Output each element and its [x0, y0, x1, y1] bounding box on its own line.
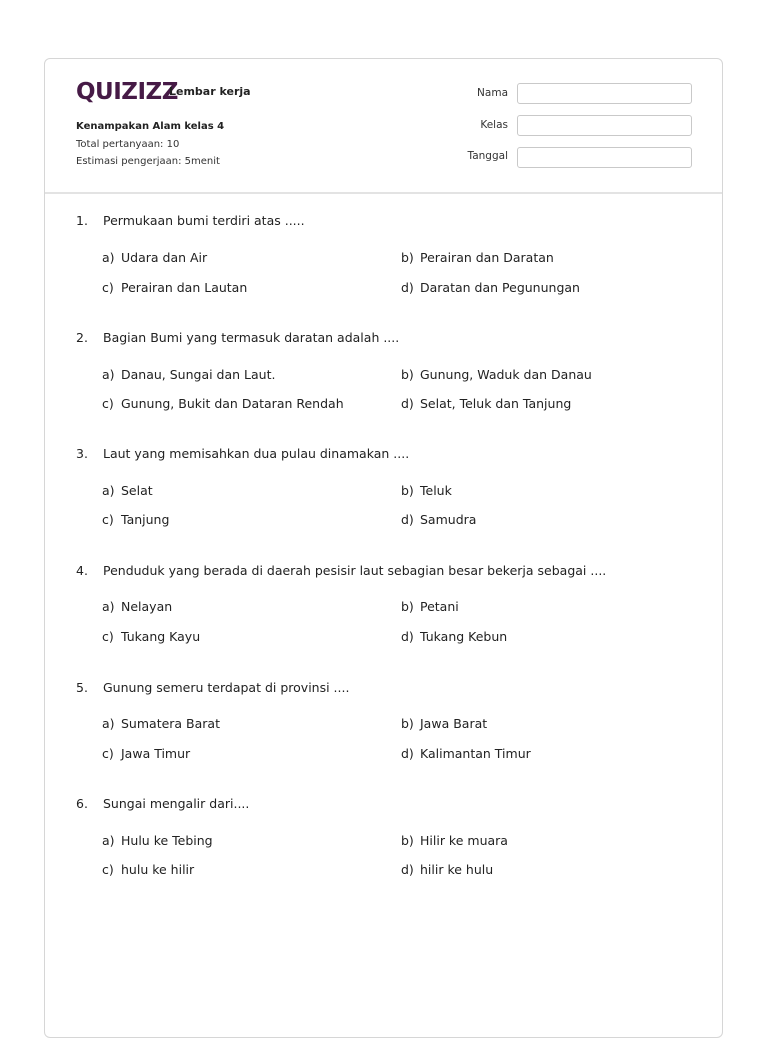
- option-letter: d): [401, 512, 414, 527]
- option-c[interactable]: [102, 746, 190, 761]
- option-text: Perairan dan Daratan: [420, 250, 554, 265]
- question-number: 6.: [76, 796, 88, 811]
- option-b[interactable]: [401, 716, 487, 731]
- option-d[interactable]: [401, 512, 476, 527]
- option-text: Nelayan: [121, 599, 173, 614]
- option-a[interactable]: [102, 250, 207, 265]
- option-b[interactable]: [401, 367, 592, 382]
- name-label: Nama: [477, 87, 508, 99]
- option-d[interactable]: [401, 746, 531, 761]
- option-text: Teluk: [420, 483, 452, 498]
- class-label: Kelas: [480, 119, 508, 131]
- option-a[interactable]: [102, 483, 153, 498]
- option-letter: b): [401, 599, 414, 614]
- estimated-time: Estimasi pengerjaan: 5menit: [76, 156, 220, 167]
- option-c[interactable]: [102, 862, 194, 877]
- date-label: Tanggal: [467, 150, 508, 162]
- option-letter: c): [102, 862, 114, 877]
- option-letter: b): [401, 483, 414, 498]
- question-text: Penduduk yang berada di daerah pesisir laut sebagian besar bekerja sebagai ....: [103, 563, 607, 578]
- option-b[interactable]: [401, 250, 554, 265]
- option-text: Jawa Timur: [121, 746, 191, 761]
- option-letter: d): [401, 629, 414, 644]
- question-number: 3.: [76, 446, 88, 461]
- option-d[interactable]: [401, 629, 507, 644]
- option-c[interactable]: [102, 280, 247, 295]
- option-letter: a): [102, 483, 115, 498]
- question-text: Bagian Bumi yang termasuk daratan adalah ....: [103, 330, 400, 345]
- option-letter: d): [401, 280, 414, 295]
- class-field[interactable]: [517, 115, 692, 136]
- question-text: Gunung semeru terdapat di provinsi ....: [103, 680, 350, 695]
- total-questions: Total pertanyaan: 10: [76, 139, 180, 150]
- option-letter: b): [401, 833, 414, 848]
- option-text: Daratan dan Pegunungan: [420, 280, 580, 295]
- option-text: Petani: [420, 599, 459, 614]
- option-letter: c): [102, 512, 114, 527]
- option-text: Kalimantan Timur: [420, 746, 531, 761]
- question-text: Laut yang memisahkan dua pulau dinamakan ....: [103, 446, 410, 461]
- name-field[interactable]: [517, 83, 692, 104]
- option-text: Gunung, Waduk dan Danau: [420, 367, 592, 382]
- option-letter: d): [401, 746, 414, 761]
- option-d[interactable]: [401, 396, 571, 411]
- option-text: Hilir ke muara: [420, 833, 508, 848]
- option-text: Udara dan Air: [121, 250, 208, 265]
- sheet-type-label: Lembar kerja: [169, 85, 251, 98]
- option-text: Sumatera Barat: [121, 716, 220, 731]
- option-b[interactable]: [401, 483, 452, 498]
- option-text: Danau, Sungai dan Laut.: [121, 367, 276, 382]
- question-text: Sungai mengalir dari....: [103, 796, 250, 811]
- option-d[interactable]: [401, 862, 493, 877]
- option-letter: b): [401, 250, 414, 265]
- worksheet-title: Kenampakan Alam kelas 4: [76, 121, 225, 132]
- option-text: Hulu ke Tebing: [121, 833, 213, 848]
- option-letter: b): [401, 716, 414, 731]
- option-b[interactable]: [401, 833, 508, 848]
- option-text: hilir ke hulu: [420, 862, 494, 877]
- option-d[interactable]: [401, 280, 580, 295]
- option-letter: c): [102, 280, 114, 295]
- worksheet: [44, 58, 723, 1038]
- option-text: Selat, Teluk dan Tanjung: [420, 396, 572, 411]
- option-letter: a): [102, 833, 115, 848]
- question-number: 5.: [76, 680, 88, 695]
- option-letter: d): [401, 862, 414, 877]
- option-text: hulu ke hilir: [121, 862, 195, 877]
- option-c[interactable]: [102, 629, 200, 644]
- option-letter: d): [401, 396, 414, 411]
- option-b[interactable]: [401, 599, 459, 614]
- option-letter: b): [401, 367, 414, 382]
- option-text: Tukang Kayu: [121, 629, 201, 644]
- option-text: Tukang Kebun: [420, 629, 508, 644]
- question-number: 2.: [76, 330, 88, 345]
- worksheet-header: [45, 59, 722, 194]
- option-letter: c): [102, 746, 114, 761]
- question-text: Permukaan bumi terdiri atas .....: [103, 213, 305, 228]
- option-letter: a): [102, 250, 115, 265]
- option-letter: a): [102, 367, 115, 382]
- option-c[interactable]: [102, 512, 169, 527]
- option-a[interactable]: [102, 367, 275, 382]
- option-text: Selat: [121, 483, 153, 498]
- question-number: 1.: [76, 213, 88, 228]
- quizizz-logo: QUIZIZZ: [76, 79, 178, 105]
- option-text: Gunung, Bukit dan Dataran Rendah: [121, 396, 344, 411]
- option-text: Jawa Barat: [420, 716, 488, 731]
- option-a[interactable]: [102, 716, 220, 731]
- option-letter: c): [102, 396, 114, 411]
- date-field[interactable]: [517, 147, 692, 168]
- option-letter: a): [102, 599, 115, 614]
- option-text: Perairan dan Lautan: [121, 280, 248, 295]
- option-a[interactable]: [102, 599, 172, 614]
- question-number: 4.: [76, 563, 88, 578]
- option-c[interactable]: [102, 396, 344, 411]
- option-text: Samudra: [420, 512, 477, 527]
- option-letter: c): [102, 629, 114, 644]
- option-letter: a): [102, 716, 115, 731]
- option-text: Tanjung: [121, 512, 170, 527]
- option-a[interactable]: [102, 833, 213, 848]
